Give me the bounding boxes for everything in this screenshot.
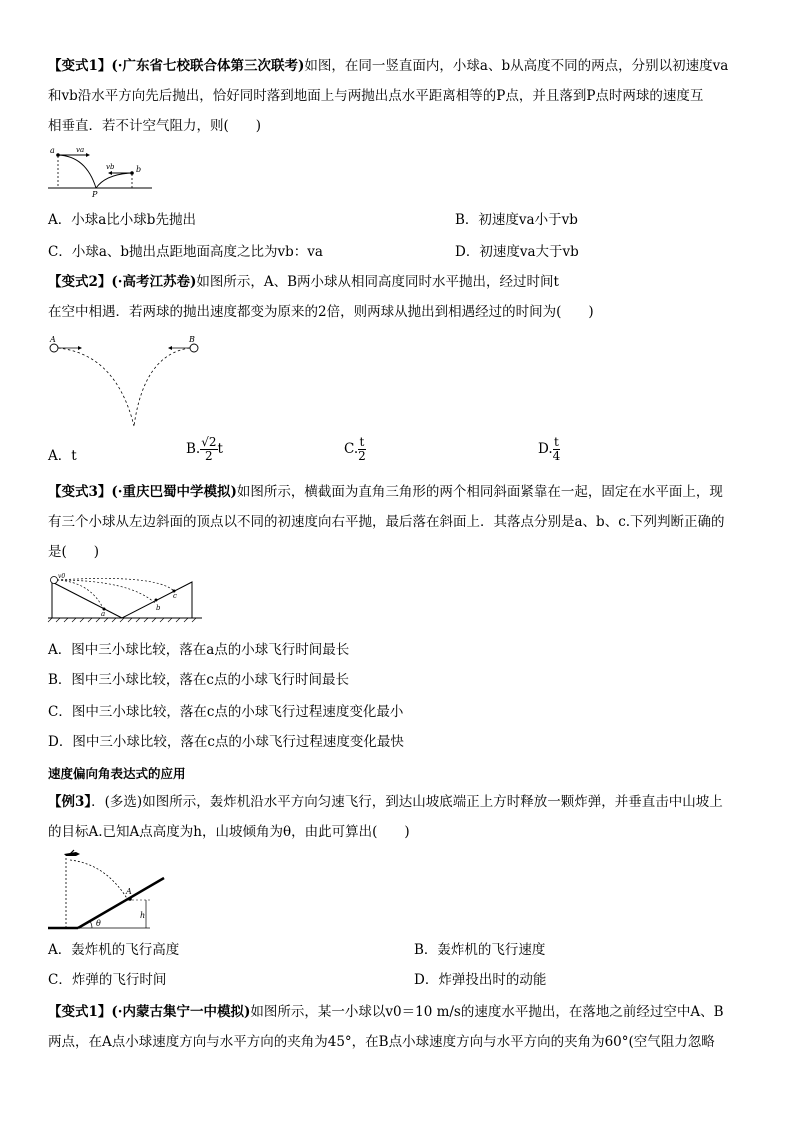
figure-v1-two-projectiles — [46, 142, 156, 200]
question-label: 【变式1】 — [48, 58, 112, 74]
figure-ex3-bomber-slope — [46, 848, 186, 934]
label-P: P — [92, 190, 98, 199]
label-a: a — [50, 146, 55, 155]
option-B: B．图中三小球比较，落在c点的小球飞行时间最长 — [48, 672, 349, 688]
question-ex3-line2: 的目标A.已知A点高度为h，山坡倾角为θ，由此可算出( ) — [48, 824, 410, 840]
option-C: C．图中三小球比较，落在c点的小球飞行过程速度变化最小 — [48, 704, 404, 720]
label-a: a — [101, 610, 106, 618]
label-b: b — [156, 604, 161, 612]
figure-v3-inclines — [46, 572, 206, 624]
option-C: C. $\frac{t}{2}$ — [344, 435, 366, 463]
option-C: C．炸弹的飞行时间 — [48, 972, 167, 988]
option-D: D．图中三小球比较，落在c点的小球飞行过程速度变化最快 — [48, 734, 404, 750]
option-A: A．小球a比小球b先抛出 — [48, 212, 196, 228]
section-heading: 速度偏向角表达式的应用 — [48, 766, 186, 781]
question-v1-line3: 相垂直．若不计空气阻力，则( ) — [48, 118, 262, 134]
label-B: B — [189, 335, 195, 344]
label-h: h — [140, 911, 146, 920]
label-v0: v0 — [58, 573, 66, 580]
question-v3-line2: 有三个小球从左边斜面的顶点以不同的初速度向右平抛，最后落在斜面上．其落点分别是a、b、c.下列判断正确的 — [48, 514, 725, 530]
option-D: D．炸弹投出时的动能 — [414, 972, 547, 988]
question-v4-line1: 【变式1】(·内蒙古集宁一中模拟)如图所示，某一小球以v0＝10 m/s的速度水平抛出，在落地之前经过空中A、B — [48, 1004, 724, 1020]
option-D: D．初速度va大于vb — [455, 244, 579, 260]
label-vb: vb — [106, 163, 115, 171]
question-v2-line2: 在空中相遇．若两球的抛出速度都变为原来的2倍，则两球从抛出到相遇经过的时间为( ) — [48, 304, 594, 320]
label-va: va — [76, 146, 85, 154]
label-c: c — [173, 592, 177, 600]
label-b: b — [136, 165, 142, 174]
question-v2-line1: 【变式2】(·高考江苏卷)如图所示，A、B两小球从相同高度同时水平抛出，经过时间t — [48, 274, 559, 290]
label-A: A — [50, 335, 56, 344]
option-B: B．初速度va小于vb — [455, 212, 578, 228]
option-B: B．轰炸机的飞行速度 — [414, 942, 546, 958]
figure-v2-meeting-balls — [46, 334, 206, 430]
question-v4-line2: 两点，在A点小球速度方向与水平方向的夹角为45°，在B点小球速度方向与水平方向的夹角为60°(空气阻力忽略 — [48, 1034, 715, 1050]
option-C: C．小球a、b抛出点距地面高度之比为vb：va — [48, 244, 323, 260]
question-source: (·广东省七校联合体第三次联考) — [111, 58, 305, 74]
option-A: A．轰炸机的飞行高度 — [48, 942, 180, 958]
question-v3-line3: 是( ) — [48, 544, 100, 560]
question-v1-line1: 【变式1】(·广东省七校联合体第三次联考)如图，在同一竖直面内，小球a、b从高度不同的两点，分别以初速度va — [48, 58, 729, 74]
question-v3-line1: 【变式3】(·重庆巴蜀中学模拟)如图所示，横截面为直角三角形的两个相同斜面紧靠在一起，固定在水平面上，现 — [48, 484, 723, 500]
option-A: A．图中三小球比较，落在a点的小球飞行时间最长 — [48, 642, 350, 658]
label-A: A — [126, 887, 132, 896]
option-B: B. $\frac{√2}{2}$ t — [186, 435, 223, 463]
option-D: D. $\frac{t}{4}$ — [538, 435, 561, 463]
question-ex3-line1: 【例3】．(多选)如图所示，轰炸机沿水平方向匀速飞行，到达山坡底端正上方时释放一颗炸弹，并垂直击中山坡上 — [48, 794, 723, 810]
label-theta: θ — [96, 919, 101, 928]
question-v1-line2: 和vb沿水平方向先后抛出，恰好同时落到地面上与两抛出点水平距离相等的P点，并且落到P点时两球的速度互 — [48, 88, 704, 104]
option-A: A．t — [48, 448, 77, 464]
